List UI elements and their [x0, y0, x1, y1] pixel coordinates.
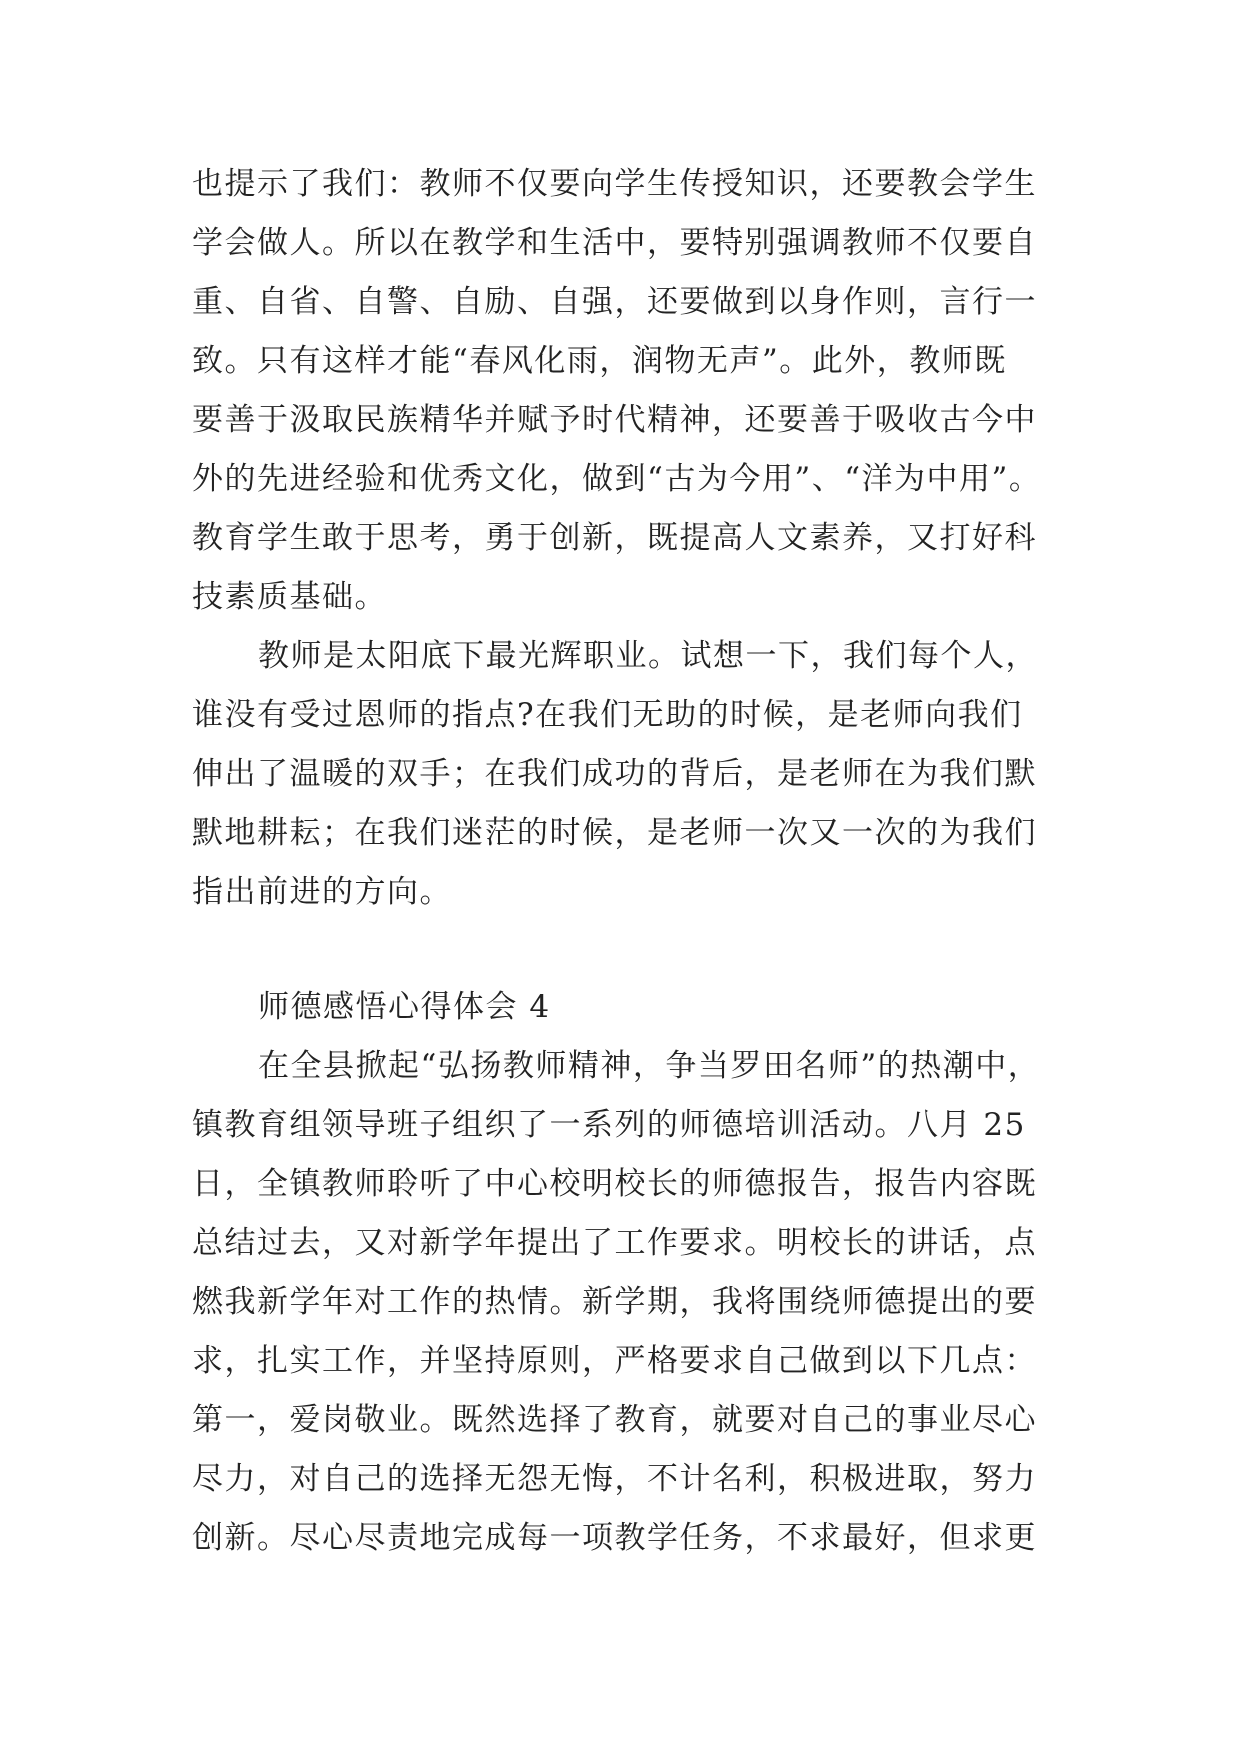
text-line: 求，扎实工作，并坚持原则，严格要求自己做到以下几点： — [192, 1343, 1037, 1379]
paragraph-group-1 — [192, 155, 1072, 922]
text-line: 创新。尽心尽责地完成每一项教学任务，不求最好，但求更 — [192, 1520, 1037, 1556]
text-line: 指出前进的方向。 — [192, 874, 452, 910]
paragraph-group-2 — [192, 978, 1072, 1568]
text-line: 致。只有这样才能“春风化雨，润物无声”。此外，教师既 — [192, 343, 1007, 379]
text-line: 总结过去，又对新学年提出了工作要求。明校长的讲话，点 — [192, 1225, 1037, 1261]
text-line: 尽力，对自己的选择无怨无悔，不计名利，积极进取，努力 — [192, 1461, 1037, 1497]
text-line: 第一，爱岗敬业。既然选择了教育，就要对自己的事业尽心 — [192, 1402, 1037, 1438]
text-line: 镇教育组领导班子组织了一系列的师德培训活动。八月 25 — [192, 1107, 1026, 1143]
text-line: 在全县掀起“弘扬教师精神，争当罗田名师”的热潮中， — [258, 1048, 1041, 1084]
text-line: 要善于汲取民族精华并赋予时代精神，还要善于吸收古今中 — [192, 402, 1037, 438]
text-line: 谁没有受过恩师的指点?在我们无助的时候，是老师向我们 — [192, 697, 1023, 733]
text-line: 默地耕耘；在我们迷茫的时候，是老师一次又一次的为我们 — [192, 815, 1037, 851]
text-line: 教育学生敢于思考，勇于创新，既提高人文素养，又打好科 — [192, 520, 1037, 556]
text-line: 日，全镇教师聆听了中心校明校长的师德报告，报告内容既 — [192, 1166, 1037, 1202]
text-line: 技素质基础。 — [192, 579, 387, 615]
text-line: 外的先进经验和优秀文化，做到“古为今用”、“洋为中用”。 — [192, 461, 1042, 497]
text-line: 教师是太阳底下最光辉职业。试想一下，我们每个人， — [258, 638, 1038, 674]
section-heading: 师德感悟心得体会 4 — [258, 989, 551, 1025]
text-line: 也提示了我们：教师不仅要向学生传授知识，还要教会学生 — [192, 166, 1037, 202]
text-line: 重、自省、自警、自励、自强，还要做到以身作则，言行一 — [192, 284, 1037, 320]
text-line: 燃我新学年对工作的热情。新学期，我将围绕师德提出的要 — [192, 1284, 1037, 1320]
text-line: 伸出了温暖的双手；在我们成功的背后，是老师在为我们默 — [192, 756, 1037, 792]
text-line: 学会做人。所以在教学和生活中，要特别强调教师不仅要自 — [192, 225, 1037, 261]
